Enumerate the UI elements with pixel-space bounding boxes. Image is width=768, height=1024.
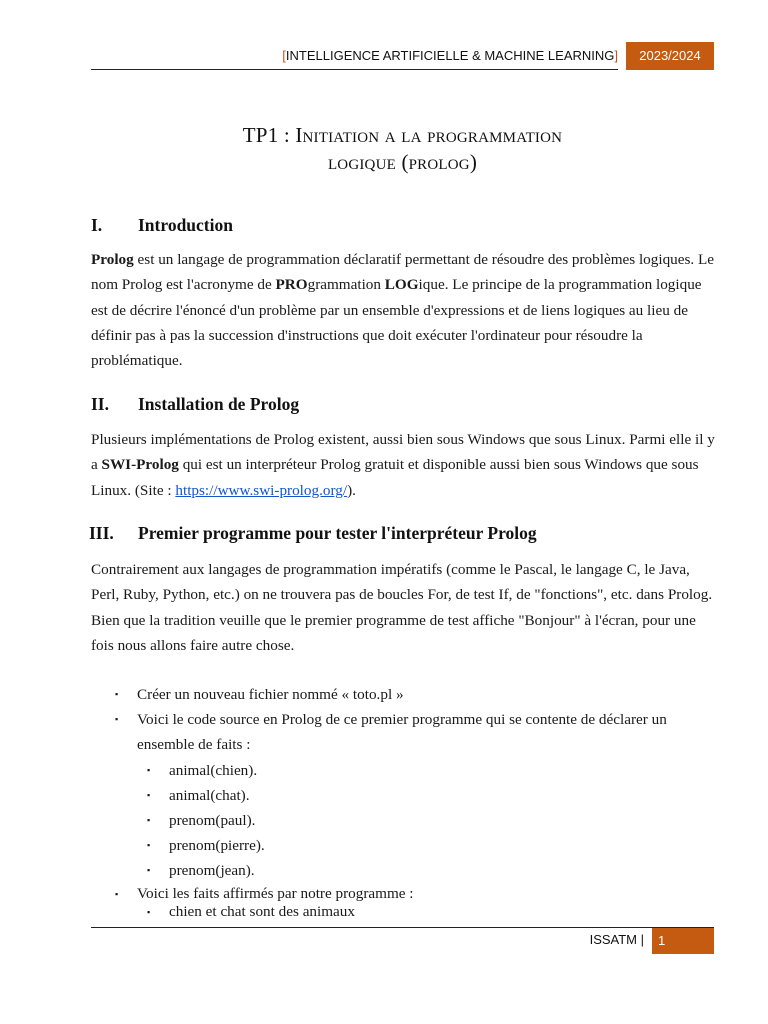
install-text-2: qui est un interpréteur Prolog gratuit et disponible aussi bien sous Windows que sous Linux. (Site : xyxy=(91,456,699,499)
section-number: II. xyxy=(91,394,109,414)
prolog-term: Prolog xyxy=(91,251,134,268)
swi-prolog-term: SWI-Prolog xyxy=(101,456,179,474)
bullet-icon: ▪ xyxy=(147,790,151,800)
footer-school: ISSATM | xyxy=(589,932,644,947)
header-close-bracket: ] xyxy=(614,48,618,63)
fact-text: animal(chien). xyxy=(169,762,258,779)
swi-prolog-link[interactable]: https://www.swi-prolog.org/ xyxy=(175,481,348,499)
header-rule xyxy=(91,69,618,70)
bullet-text-continued: ensemble de faits : xyxy=(137,736,251,754)
section-number: I. xyxy=(91,215,103,235)
page-number-badge: 1 xyxy=(652,928,714,954)
intro-paragraph xyxy=(91,247,716,373)
bullet-icon: ▪ xyxy=(147,840,151,850)
bullet-icon: ▪ xyxy=(147,865,151,875)
section-title: Installation de Prolog xyxy=(138,394,300,414)
intro-text-2: grammation xyxy=(307,276,385,294)
bullet-text: Créer un nouveau fichier nommé « toto.pl » xyxy=(137,686,404,703)
bullet-text: Voici les faits affirmés par notre programme : xyxy=(137,885,414,902)
bullet-icon: ▪ xyxy=(115,889,119,899)
page-header xyxy=(91,42,714,70)
document-title xyxy=(91,122,714,176)
bullet-icon: ▪ xyxy=(147,815,151,825)
fact-text: animal(chat). xyxy=(169,787,250,804)
log-term: LOG xyxy=(384,276,419,294)
section-title: Introduction xyxy=(138,215,233,235)
intro-text-3: ique. Le principe de la programmation logique est de décrire l'énoncé d'un problème par un ensemble d'expressions et de liens logiques au lieu de définir pas à pas la succession d'instructions que doit exécuter l'ordinateur pour résoudre la problématique. xyxy=(91,276,702,370)
bullet-icon: ▪ xyxy=(147,907,151,917)
first-program-paragraph xyxy=(91,557,716,658)
bullet-icon: ▪ xyxy=(115,689,119,699)
first-paragraph-2: Bien que la tradition veuille que le premier programme de test affiche "Bonjour" à l'écran, pour une fois nous allons faire autre chose. xyxy=(91,611,696,654)
first-paragraph-1: Contrairement aux langages de programmation impératifs (comme le Pascal, le langage C, le Java, Perl, Ruby, Python, etc.) on ne trouvera pas de boucles For, de test If, de "fonctions", etc. dans Prolog. xyxy=(91,561,713,604)
fact-text: prenom(pierre). xyxy=(169,837,265,854)
bullet-text: chien et chat sont des animaux xyxy=(169,903,355,920)
title-line-2: logique (prolog) xyxy=(327,150,478,174)
section-number: III. xyxy=(89,523,114,543)
page-footer xyxy=(91,927,714,955)
install-paragraph xyxy=(91,427,716,503)
install-text-1: Plusieurs implémentations de Prolog existent, aussi bien sous Windows que sous Linux. Parmi elle il y a xyxy=(91,431,715,474)
install-text-3: ). xyxy=(347,481,356,499)
header-course-name: INTELLIGENCE ARTIFICIELLE & MACHINE LEARNING xyxy=(285,48,615,63)
fact-text: prenom(jean). xyxy=(169,862,255,879)
bullet-text: Voici le code source en Prolog de ce premier programme qui se contente de déclarer un xyxy=(137,711,667,728)
title-line-1: TP1 : Initiation a la programmation xyxy=(242,123,563,147)
bullet-icon: ▪ xyxy=(147,765,151,775)
bullet-icon: ▪ xyxy=(115,714,119,724)
header-year-badge: 2023/2024 xyxy=(626,42,714,70)
header-course-title xyxy=(282,48,618,63)
section-title: Premier programme pour tester l'interpréteur Prolog xyxy=(138,523,537,543)
footer-rule xyxy=(91,927,714,928)
header-open-bracket: [ xyxy=(282,48,286,63)
pro-term: PRO xyxy=(275,276,308,294)
intro-text-1: est un langage de programmation déclaratif permettant de résoudre des problèmes logiques. Le nom Prolog est l'acronyme de xyxy=(91,251,715,294)
fact-text: prenom(paul). xyxy=(169,812,256,829)
